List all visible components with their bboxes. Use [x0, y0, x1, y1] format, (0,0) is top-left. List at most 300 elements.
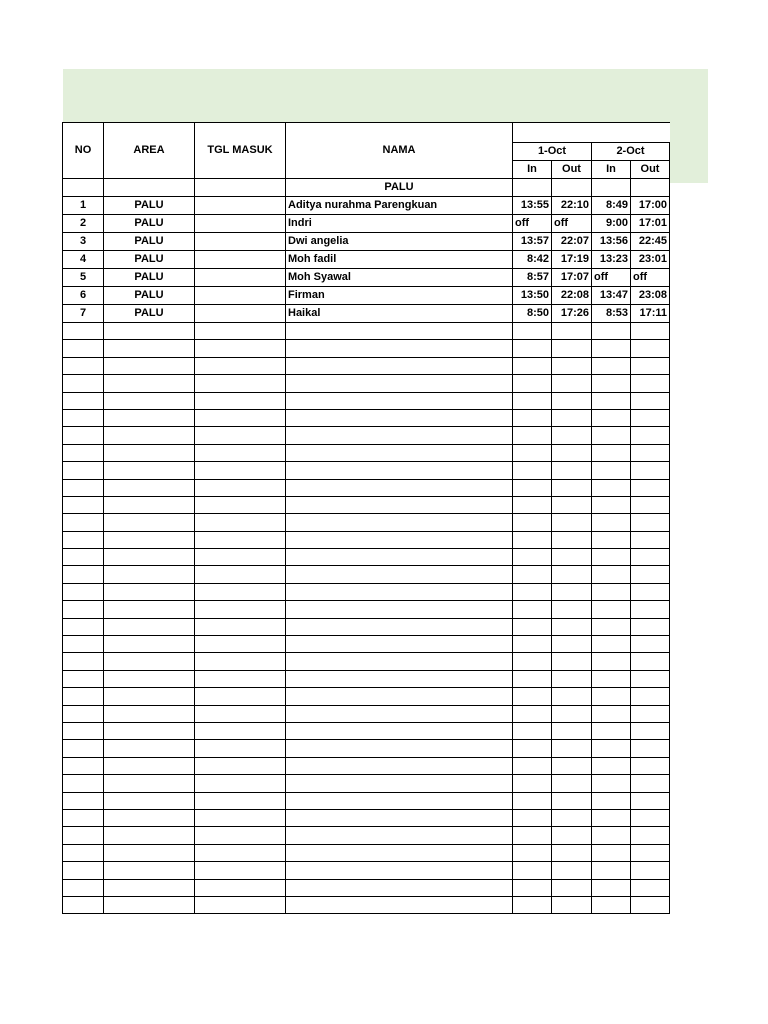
- empty-cell[interactable]: [104, 531, 195, 548]
- empty-cell[interactable]: [631, 792, 670, 809]
- empty-cell[interactable]: [63, 444, 104, 461]
- empty-cell[interactable]: [63, 879, 104, 896]
- empty-cell[interactable]: [552, 757, 592, 774]
- cell-nama[interactable]: Aditya nurahma Parengkuan: [286, 197, 513, 215]
- empty-cell[interactable]: [513, 792, 552, 809]
- empty-cell[interactable]: [513, 827, 552, 844]
- empty-cell[interactable]: [552, 722, 592, 739]
- empty-cell[interactable]: [104, 618, 195, 635]
- empty-cell[interactable]: [63, 566, 104, 583]
- empty-cell[interactable]: [104, 583, 195, 600]
- cell-area[interactable]: PALU: [104, 215, 195, 233]
- empty-cell[interactable]: [552, 583, 592, 600]
- empty-cell[interactable]: [286, 566, 513, 583]
- empty-cell[interactable]: [104, 392, 195, 409]
- empty-cell[interactable]: [195, 705, 286, 722]
- empty-cell[interactable]: [631, 479, 670, 496]
- cell-tgl-masuk[interactable]: [195, 215, 286, 233]
- cell-out2[interactable]: 22:45: [631, 233, 670, 251]
- cell-out1[interactable]: 17:07: [552, 269, 592, 287]
- empty-cell[interactable]: [513, 549, 552, 566]
- empty-cell[interactable]: [631, 601, 670, 618]
- header-no[interactable]: NO: [63, 123, 104, 179]
- empty-cell[interactable]: [104, 340, 195, 357]
- cell-no[interactable]: 7: [63, 305, 104, 323]
- empty-cell[interactable]: [195, 409, 286, 426]
- empty-cell[interactable]: [286, 740, 513, 757]
- empty-cell[interactable]: [552, 444, 592, 461]
- empty-cell[interactable]: [552, 601, 592, 618]
- empty-cell[interactable]: [286, 375, 513, 392]
- empty-cell[interactable]: [631, 618, 670, 635]
- empty-cell[interactable]: [286, 583, 513, 600]
- empty-cell[interactable]: [104, 879, 195, 896]
- empty-cell[interactable]: [195, 792, 286, 809]
- empty-cell[interactable]: [286, 357, 513, 374]
- region-cell[interactable]: [195, 179, 286, 197]
- empty-cell[interactable]: [286, 601, 513, 618]
- empty-cell[interactable]: [195, 583, 286, 600]
- empty-cell[interactable]: [104, 514, 195, 531]
- header-date-2[interactable]: 2-Oct: [592, 143, 670, 161]
- cell-out1[interactable]: 22:08: [552, 287, 592, 305]
- empty-cell[interactable]: [286, 340, 513, 357]
- cell-area[interactable]: PALU: [104, 233, 195, 251]
- header-in-2[interactable]: In: [592, 161, 631, 179]
- cell-tgl-masuk[interactable]: [195, 197, 286, 215]
- empty-cell[interactable]: [286, 462, 513, 479]
- empty-cell[interactable]: [63, 722, 104, 739]
- empty-cell[interactable]: [513, 601, 552, 618]
- cell-out2[interactable]: 17:00: [631, 197, 670, 215]
- empty-cell[interactable]: [104, 827, 195, 844]
- empty-cell[interactable]: [286, 618, 513, 635]
- empty-cell[interactable]: [592, 809, 631, 826]
- empty-cell[interactable]: [63, 462, 104, 479]
- empty-cell[interactable]: [286, 827, 513, 844]
- region-cell[interactable]: [63, 179, 104, 197]
- empty-cell[interactable]: [631, 740, 670, 757]
- empty-cell[interactable]: [195, 844, 286, 861]
- empty-cell[interactable]: [63, 340, 104, 357]
- empty-cell[interactable]: [63, 357, 104, 374]
- empty-cell[interactable]: [513, 496, 552, 513]
- empty-cell[interactable]: [513, 896, 552, 913]
- empty-cell[interactable]: [513, 444, 552, 461]
- empty-cell[interactable]: [513, 583, 552, 600]
- empty-cell[interactable]: [592, 601, 631, 618]
- empty-cell[interactable]: [195, 496, 286, 513]
- empty-cell[interactable]: [552, 879, 592, 896]
- empty-cell[interactable]: [513, 757, 552, 774]
- empty-cell[interactable]: [104, 462, 195, 479]
- empty-cell[interactable]: [631, 583, 670, 600]
- empty-cell[interactable]: [286, 392, 513, 409]
- empty-cell[interactable]: [631, 357, 670, 374]
- empty-cell[interactable]: [286, 323, 513, 340]
- empty-cell[interactable]: [513, 392, 552, 409]
- empty-cell[interactable]: [592, 479, 631, 496]
- empty-cell[interactable]: [104, 705, 195, 722]
- empty-cell[interactable]: [195, 427, 286, 444]
- empty-cell[interactable]: [104, 688, 195, 705]
- empty-cell[interactable]: [552, 479, 592, 496]
- cell-area[interactable]: PALU: [104, 251, 195, 269]
- empty-cell[interactable]: [631, 514, 670, 531]
- empty-cell[interactable]: [631, 827, 670, 844]
- empty-cell[interactable]: [286, 896, 513, 913]
- cell-in2[interactable]: off: [592, 269, 631, 287]
- cell-tgl-masuk[interactable]: [195, 305, 286, 323]
- header-in-1[interactable]: In: [513, 161, 552, 179]
- cell-in2[interactable]: 9:00: [592, 215, 631, 233]
- empty-cell[interactable]: [286, 705, 513, 722]
- cell-in1[interactable]: 8:50: [513, 305, 552, 323]
- empty-cell[interactable]: [104, 375, 195, 392]
- empty-cell[interactable]: [631, 566, 670, 583]
- empty-cell[interactable]: [631, 670, 670, 687]
- empty-cell[interactable]: [286, 479, 513, 496]
- empty-cell[interactable]: [63, 809, 104, 826]
- region-cell[interactable]: [631, 179, 670, 197]
- empty-cell[interactable]: [513, 722, 552, 739]
- empty-cell[interactable]: [552, 775, 592, 792]
- empty-cell[interactable]: [63, 479, 104, 496]
- empty-cell[interactable]: [631, 636, 670, 653]
- empty-cell[interactable]: [195, 601, 286, 618]
- empty-cell[interactable]: [195, 514, 286, 531]
- empty-cell[interactable]: [195, 479, 286, 496]
- empty-cell[interactable]: [286, 427, 513, 444]
- empty-cell[interactable]: [513, 775, 552, 792]
- empty-cell[interactable]: [592, 740, 631, 757]
- empty-cell[interactable]: [63, 670, 104, 687]
- empty-cell[interactable]: [631, 340, 670, 357]
- empty-cell[interactable]: [513, 427, 552, 444]
- empty-cell[interactable]: [631, 496, 670, 513]
- cell-tgl-masuk[interactable]: [195, 287, 286, 305]
- empty-cell[interactable]: [592, 409, 631, 426]
- empty-cell[interactable]: [195, 757, 286, 774]
- empty-cell[interactable]: [552, 496, 592, 513]
- empty-cell[interactable]: [195, 827, 286, 844]
- empty-cell[interactable]: [552, 636, 592, 653]
- cell-in2[interactable]: 8:49: [592, 197, 631, 215]
- empty-cell[interactable]: [552, 549, 592, 566]
- cell-in2[interactable]: 13:23: [592, 251, 631, 269]
- empty-cell[interactable]: [552, 688, 592, 705]
- cell-no[interactable]: 5: [63, 269, 104, 287]
- cell-tgl-masuk[interactable]: [195, 269, 286, 287]
- empty-cell[interactable]: [552, 792, 592, 809]
- empty-cell[interactable]: [63, 496, 104, 513]
- empty-cell[interactable]: [513, 357, 552, 374]
- header-area[interactable]: AREA: [104, 123, 195, 179]
- empty-cell[interactable]: [104, 566, 195, 583]
- empty-cell[interactable]: [104, 809, 195, 826]
- empty-cell[interactable]: [286, 757, 513, 774]
- empty-cell[interactable]: [286, 792, 513, 809]
- empty-cell[interactable]: [552, 340, 592, 357]
- empty-cell[interactable]: [513, 809, 552, 826]
- empty-cell[interactable]: [513, 531, 552, 548]
- empty-cell[interactable]: [286, 549, 513, 566]
- empty-cell[interactable]: [513, 462, 552, 479]
- empty-cell[interactable]: [592, 879, 631, 896]
- empty-cell[interactable]: [631, 531, 670, 548]
- empty-cell[interactable]: [63, 427, 104, 444]
- empty-cell[interactable]: [63, 531, 104, 548]
- empty-cell[interactable]: [63, 601, 104, 618]
- empty-cell[interactable]: [195, 688, 286, 705]
- empty-cell[interactable]: [63, 775, 104, 792]
- empty-cell[interactable]: [592, 618, 631, 635]
- empty-cell[interactable]: [631, 879, 670, 896]
- empty-cell[interactable]: [552, 670, 592, 687]
- empty-cell[interactable]: [195, 809, 286, 826]
- cell-nama[interactable]: Haikal: [286, 305, 513, 323]
- empty-cell[interactable]: [631, 862, 670, 879]
- empty-cell[interactable]: [63, 323, 104, 340]
- empty-cell[interactable]: [63, 392, 104, 409]
- empty-cell[interactable]: [286, 775, 513, 792]
- empty-cell[interactable]: [631, 375, 670, 392]
- cell-out1[interactable]: 22:10: [552, 197, 592, 215]
- empty-cell[interactable]: [513, 844, 552, 861]
- region-cell[interactable]: [513, 179, 552, 197]
- empty-cell[interactable]: [104, 653, 195, 670]
- region-cell[interactable]: [104, 179, 195, 197]
- empty-cell[interactable]: [195, 462, 286, 479]
- cell-out2[interactable]: 17:11: [631, 305, 670, 323]
- empty-cell[interactable]: [592, 653, 631, 670]
- empty-cell[interactable]: [513, 340, 552, 357]
- empty-cell[interactable]: [592, 375, 631, 392]
- empty-cell[interactable]: [592, 444, 631, 461]
- empty-cell[interactable]: [104, 549, 195, 566]
- empty-cell[interactable]: [552, 862, 592, 879]
- empty-cell[interactable]: [63, 688, 104, 705]
- cell-no[interactable]: 1: [63, 197, 104, 215]
- cell-out1[interactable]: 17:19: [552, 251, 592, 269]
- empty-cell[interactable]: [104, 862, 195, 879]
- cell-nama[interactable]: Dwi angelia: [286, 233, 513, 251]
- empty-cell[interactable]: [104, 427, 195, 444]
- empty-cell[interactable]: [552, 531, 592, 548]
- cell-nama[interactable]: Moh fadil: [286, 251, 513, 269]
- empty-cell[interactable]: [552, 705, 592, 722]
- empty-cell[interactable]: [631, 705, 670, 722]
- empty-cell[interactable]: [513, 670, 552, 687]
- empty-cell[interactable]: [592, 323, 631, 340]
- empty-cell[interactable]: [631, 427, 670, 444]
- empty-cell[interactable]: [552, 566, 592, 583]
- empty-cell[interactable]: [286, 844, 513, 861]
- empty-cell[interactable]: [104, 636, 195, 653]
- empty-cell[interactable]: [195, 531, 286, 548]
- empty-cell[interactable]: [592, 340, 631, 357]
- empty-cell[interactable]: [592, 462, 631, 479]
- empty-cell[interactable]: [592, 670, 631, 687]
- cell-in1[interactable]: 8:57: [513, 269, 552, 287]
- empty-cell[interactable]: [195, 392, 286, 409]
- empty-cell[interactable]: [513, 862, 552, 879]
- empty-cell[interactable]: [592, 844, 631, 861]
- cell-in2[interactable]: 13:47: [592, 287, 631, 305]
- header-nama[interactable]: NAMA: [286, 123, 513, 179]
- empty-cell[interactable]: [513, 323, 552, 340]
- empty-cell[interactable]: [63, 618, 104, 635]
- cell-in1[interactable]: 8:42: [513, 251, 552, 269]
- empty-cell[interactable]: [104, 740, 195, 757]
- empty-cell[interactable]: [195, 566, 286, 583]
- empty-cell[interactable]: [513, 636, 552, 653]
- empty-cell[interactable]: [104, 323, 195, 340]
- empty-cell[interactable]: [631, 775, 670, 792]
- cell-area[interactable]: PALU: [104, 197, 195, 215]
- empty-cell[interactable]: [552, 844, 592, 861]
- empty-cell[interactable]: [631, 722, 670, 739]
- empty-cell[interactable]: [513, 740, 552, 757]
- empty-cell[interactable]: [104, 757, 195, 774]
- cell-no[interactable]: 4: [63, 251, 104, 269]
- empty-cell[interactable]: [552, 462, 592, 479]
- empty-cell[interactable]: [592, 636, 631, 653]
- empty-cell[interactable]: [592, 688, 631, 705]
- empty-cell[interactable]: [286, 409, 513, 426]
- cell-in1[interactable]: off: [513, 215, 552, 233]
- empty-cell[interactable]: [286, 670, 513, 687]
- cell-out1[interactable]: 22:07: [552, 233, 592, 251]
- empty-cell[interactable]: [63, 514, 104, 531]
- empty-cell[interactable]: [195, 618, 286, 635]
- empty-cell[interactable]: [195, 375, 286, 392]
- empty-cell[interactable]: [104, 444, 195, 461]
- empty-cell[interactable]: [63, 827, 104, 844]
- empty-cell[interactable]: [195, 775, 286, 792]
- empty-cell[interactable]: [104, 792, 195, 809]
- cell-out1[interactable]: off: [552, 215, 592, 233]
- empty-cell[interactable]: [104, 357, 195, 374]
- header-date-1[interactable]: 1-Oct: [513, 143, 592, 161]
- empty-cell[interactable]: [63, 862, 104, 879]
- empty-cell[interactable]: [195, 653, 286, 670]
- header-tgl-masuk[interactable]: TGL MASUK: [195, 123, 286, 179]
- empty-cell[interactable]: [195, 740, 286, 757]
- cell-in1[interactable]: 13:50: [513, 287, 552, 305]
- empty-cell[interactable]: [631, 688, 670, 705]
- cell-in2[interactable]: 13:56: [592, 233, 631, 251]
- empty-cell[interactable]: [104, 670, 195, 687]
- empty-cell[interactable]: [104, 409, 195, 426]
- cell-nama[interactable]: Firman: [286, 287, 513, 305]
- empty-cell[interactable]: [104, 775, 195, 792]
- empty-cell[interactable]: [63, 705, 104, 722]
- empty-cell[interactable]: [513, 479, 552, 496]
- empty-cell[interactable]: [592, 792, 631, 809]
- empty-cell[interactable]: [195, 636, 286, 653]
- empty-cell[interactable]: [286, 653, 513, 670]
- cell-no[interactable]: 2: [63, 215, 104, 233]
- empty-cell[interactable]: [63, 549, 104, 566]
- empty-cell[interactable]: [286, 496, 513, 513]
- empty-cell[interactable]: [592, 392, 631, 409]
- cell-no[interactable]: 6: [63, 287, 104, 305]
- empty-cell[interactable]: [513, 879, 552, 896]
- cell-out2[interactable]: 23:08: [631, 287, 670, 305]
- empty-cell[interactable]: [592, 896, 631, 913]
- empty-cell[interactable]: [631, 844, 670, 861]
- cell-in1[interactable]: 13:55: [513, 197, 552, 215]
- cell-out2[interactable]: 17:01: [631, 215, 670, 233]
- empty-cell[interactable]: [552, 896, 592, 913]
- empty-cell[interactable]: [552, 740, 592, 757]
- empty-cell[interactable]: [286, 531, 513, 548]
- empty-cell[interactable]: [592, 566, 631, 583]
- empty-cell[interactable]: [286, 444, 513, 461]
- empty-cell[interactable]: [513, 409, 552, 426]
- header-blank-cell[interactable]: [513, 123, 670, 143]
- cell-out1[interactable]: 17:26: [552, 305, 592, 323]
- empty-cell[interactable]: [552, 409, 592, 426]
- empty-cell[interactable]: [513, 688, 552, 705]
- empty-cell[interactable]: [63, 409, 104, 426]
- empty-cell[interactable]: [631, 896, 670, 913]
- empty-cell[interactable]: [592, 705, 631, 722]
- empty-cell[interactable]: [195, 670, 286, 687]
- empty-cell[interactable]: [631, 809, 670, 826]
- empty-cell[interactable]: [104, 722, 195, 739]
- empty-cell[interactable]: [195, 862, 286, 879]
- empty-cell[interactable]: [552, 357, 592, 374]
- empty-cell[interactable]: [286, 722, 513, 739]
- empty-cell[interactable]: [286, 862, 513, 879]
- empty-cell[interactable]: [552, 375, 592, 392]
- empty-cell[interactable]: [63, 583, 104, 600]
- cell-no[interactable]: 3: [63, 233, 104, 251]
- empty-cell[interactable]: [592, 427, 631, 444]
- header-out-1[interactable]: Out: [552, 161, 592, 179]
- empty-cell[interactable]: [631, 409, 670, 426]
- empty-cell[interactable]: [286, 879, 513, 896]
- cell-tgl-masuk[interactable]: [195, 233, 286, 251]
- empty-cell[interactable]: [104, 844, 195, 861]
- empty-cell[interactable]: [195, 340, 286, 357]
- empty-cell[interactable]: [592, 531, 631, 548]
- region-cell[interactable]: [592, 179, 631, 197]
- empty-cell[interactable]: [552, 827, 592, 844]
- empty-cell[interactable]: [195, 323, 286, 340]
- empty-cell[interactable]: [195, 549, 286, 566]
- empty-cell[interactable]: [592, 722, 631, 739]
- empty-cell[interactable]: [513, 618, 552, 635]
- empty-cell[interactable]: [63, 740, 104, 757]
- empty-cell[interactable]: [286, 809, 513, 826]
- empty-cell[interactable]: [104, 496, 195, 513]
- empty-cell[interactable]: [592, 583, 631, 600]
- empty-cell[interactable]: [63, 896, 104, 913]
- empty-cell[interactable]: [513, 566, 552, 583]
- empty-cell[interactable]: [552, 323, 592, 340]
- empty-cell[interactable]: [286, 514, 513, 531]
- empty-cell[interactable]: [592, 775, 631, 792]
- cell-nama[interactable]: Indri: [286, 215, 513, 233]
- empty-cell[interactable]: [552, 653, 592, 670]
- empty-cell[interactable]: [63, 792, 104, 809]
- empty-cell[interactable]: [195, 444, 286, 461]
- cell-out2[interactable]: 23:01: [631, 251, 670, 269]
- empty-cell[interactable]: [631, 549, 670, 566]
